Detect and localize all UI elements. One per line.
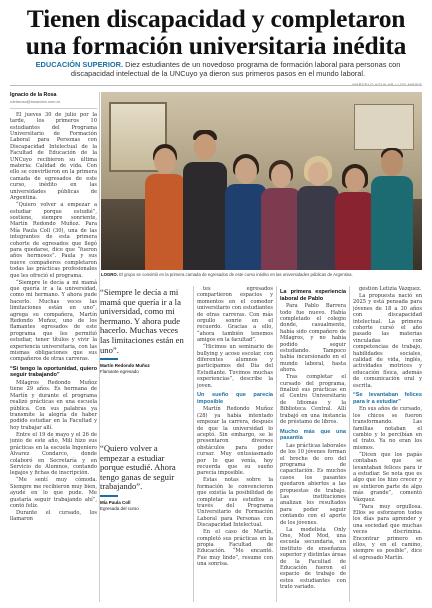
paragraph: Martín Redondo Muñoz (28) ya había intentado empezar la carrera, después de que la universidad lo aceptó. Sin embargo, se le presentaron diversos obstáculos para poder cursar. Muy entusiasmado por lo que venía, hoy recuerda que su sueño parecía imposible. [197,406,273,477]
paragraph: “Para muy orgullosa. Ellos se esforzaron todos los días para aprender y una sociedad que muchas veces discrimina. Encontrar primero en ellos, y en el camino, siempre es posible”, dice el egresado Martín. [353,503,422,561]
person-6 [335,162,375,270]
subheading: La primera experiencia laboral de Pablo [280,289,346,302]
lede-kicker: EDUCACIÓN SUPERIOR. [35,60,124,69]
paragraph: tes egresados compartieron espacios y momentos en el comedor universitario con estudiantes de otras carreras. Con más orgullo sonríe en el recuerdo. Gracias a ello, “ahora también tenemos amigos en la facultad”. [197,286,273,344]
group-photo [101,92,422,270]
paragraph: Las prácticas laborales de los 10 jóvenes forman el broche de oro del programa de capacitación. Es muchos casos los pasantes quedaron abiertos a las propuestas de trabajo. Las instituciones analizan los resultados para poder seguir contando con el aporte de los jóvenes. [280,442,346,526]
pull-quote-1 [100,288,188,374]
subheading: Mucho más que una pasantía [280,428,346,442]
paragraph: En sus años de cursado, los chicos se fueron transformando. Las familias notaban el cambio y lo percibían en el trato. Ya no eran los mismos. [353,406,422,451]
paragraph: Estas notas sobre la formación le convencieron que existía la posibilidad de completar sus estudios a través del Programa Universitario de Formación Laboral para Personas con Discapacidad Intelectual. [197,477,273,529]
lede [18,60,418,78]
subheading: “Si tengo la oportunidad, quiero seguir trabajando” [10,365,97,379]
headline: Tienen discapacidad y completaron una formación universitaria inédita [25,4,407,60]
column-5 [353,286,422,602]
column-4 [280,286,346,602]
paragraph: La propuesta nació en 2025 y está pensada para jóvenes de 18 a 30 años con discapacidad intelectual. La primera cohorte cursó el año pasado las materias vinculadas con competencias de trabajo, habilidades sociales, calidad de vida, inglés, actividades motrices y educación física, además de comunicación oral y escrita. [353,293,422,389]
lede-text: Diez estudiantes de un novedoso programa de formación laboral para personas con discapacidad intelectual de la UNCuyo ya dieron sus primeros pasos en el mundo laboral. [70,60,401,79]
paragraph: “Siempre le decía a mi mamá que quería ir a la universidad, como mi hermano. Y ahora pude hacerlo. Muchas veces las limitaciones están en uno”, agrega su compañera, Martín Redondo Muñoz, uno de los flamantes egresados de este programa que les permitió estudiar, tener títulos y vivir la experiencia universitaria, con las mismas obligaciones que sus compañeros de otras carreras. [10,279,97,363]
byline-email[interactable]: rdelarosa@losandes.com.ar [10,99,97,108]
person-2 [183,130,227,270]
pull-quote-name: Martín Redondo Muñoz [100,363,150,369]
paragraph: En el caso de Martín, completó sus prácticas en la propia Facultad de Educación. “Me encantó. Fue muy lindo”, resume con una sonrisa. [197,529,273,568]
column-divider [276,286,277,602]
column-divider [193,286,194,602]
pull-quote-role: Flamante egresado [100,368,139,374]
person-1 [145,142,185,270]
pull-quote-name: Mía Paula Coll [100,499,131,505]
photo-credit: MARCELO AGUILAR / LOS ANDES [352,82,422,87]
paragraph: La modelista Only One, Mod Mod, una escuela secundaria, un instituto de enseñanza superior y distintas áreas de la Facultad de Educación fueron el espacio de trabajo de estos estudiantes con trato variado. [280,526,346,591]
paragraph: Entre el 19 de mayo y el 26 de junio de este año, Mili hizo sus prácticas en la escuela Ingeniero Álvarez Condarco, donde colaboró en Secretaría y en Servicio de Alumnos, contando legajos y fichas de inscripción. [10,431,97,477]
photo-caption [101,272,422,277]
paragraph: “Quiero volver a empezar a estudiar porque estudié”, sostiene, siempre sonriente, Martín Redondo Muñoz. Para Mía Paula Coll (30), una de las integrantes de esta primera cohorte de egresados que llegó para quedarse, dice que “fueron años hermosos”. Paula y sus nueve compañeros completaron todas las prácticas profesionales que les ofreció el programa. [10,202,97,279]
pull-quote-text: “Quiero volver a empezar a estudiar porque estudié. Ahora tengo ganas de seguir trabajando”. [100,443,176,492]
pull-quote-divider [100,358,118,360]
column-1 [10,92,97,602]
paragraph: “Dicen que los papás contaban que se levantaban felices para ir a estudiar. Se nota que es algo que los hizo crecer y se sintieron parte de algo más grande”, comentó Vázquez. [353,451,422,503]
caption-label: LOGRO. [101,272,118,277]
paragraph: Durante el cursado, los llamaron [10,509,97,523]
paragraph: “Me sentí muy cómoda. Siempre me recibieron muy bien, ayudé en lo que pude. Me gustaría seguir trabajando ahí”, contó feliz. [10,477,97,509]
paragraph: “Hicimos un seminario de bullying y acoso escolar, con diferentes alumnos y participamos del Día del Estudiante. Tuvimos muchas experiencias”, describe la joven. [197,344,273,389]
pull-quote-attribution [100,363,188,374]
photo-board [354,104,414,150]
pull-quote-attribution [100,500,188,511]
paragraph: El jueves 30 de julio por la tarde, los primeros 10 estudiantes del Programa Universitario de Formación Laboral para Personas con Discapacidad Intelectual de la Facultad de Educación de la UNCuyo recibieron su última materia: Calidad de vida. Con ello se convirtieron en la primera camada de egresados de este curso, inédito en las universidades públicas de Argentina. [10,111,97,202]
pull-quote-text: “Siempre le decía a mi mamá que quería ir a la universidad, como mi hermano. Y ahora pude hacerlo. Muchas veces las limitaciones están en uno”. [100,287,184,355]
caption-text: El grupo se convirtió en la primera camada de egresados de este curso inédito en las universidades públicas de Argentina. [117,272,353,277]
pull-quote-divider [100,495,118,497]
person-4 [261,158,301,270]
pull-quote-2 [100,444,188,511]
top-rule [10,85,422,86]
person-7 [371,146,413,270]
column-divider [349,286,350,602]
person-5 [297,156,339,270]
paragraph: Para Pablo Barrera todo fue nuevo. Había completado el colegio donde, casualmente, había sido compañero de Milagros, y no había podido seguir estudiando. Tampoco había incursionado en el mundo laboral, hasta ahora. [280,303,346,374]
paragraph: Tras completar el cursado del programa, finalizó sus prácticas en el Centro Universitario de Idiomas y la Biblioteca Central. Allí trabajó en una instancia de préstamo de libros. [280,374,346,426]
column-3 [197,286,273,602]
subheading: Un sueño que parecía imposible [197,392,273,405]
pull-quote-role: Egresada del curso [100,505,139,511]
byline-author: Ignacio de la Rosa [10,92,57,98]
paragraph: Milagros Redondo Muñoz tiene 29 años. Es hermana de Martín y durante el programa realizó prácticas en una escuela pública. Con sus palabras ya transmite la alegría de haber podido estudiar en la Facultad y hoy trabajar allí. [10,380,97,431]
paragraph: gestión Letizia Vázquez. [359,286,422,292]
subheading: “Se levantaban felices para ir a estudiar” [353,392,422,405]
